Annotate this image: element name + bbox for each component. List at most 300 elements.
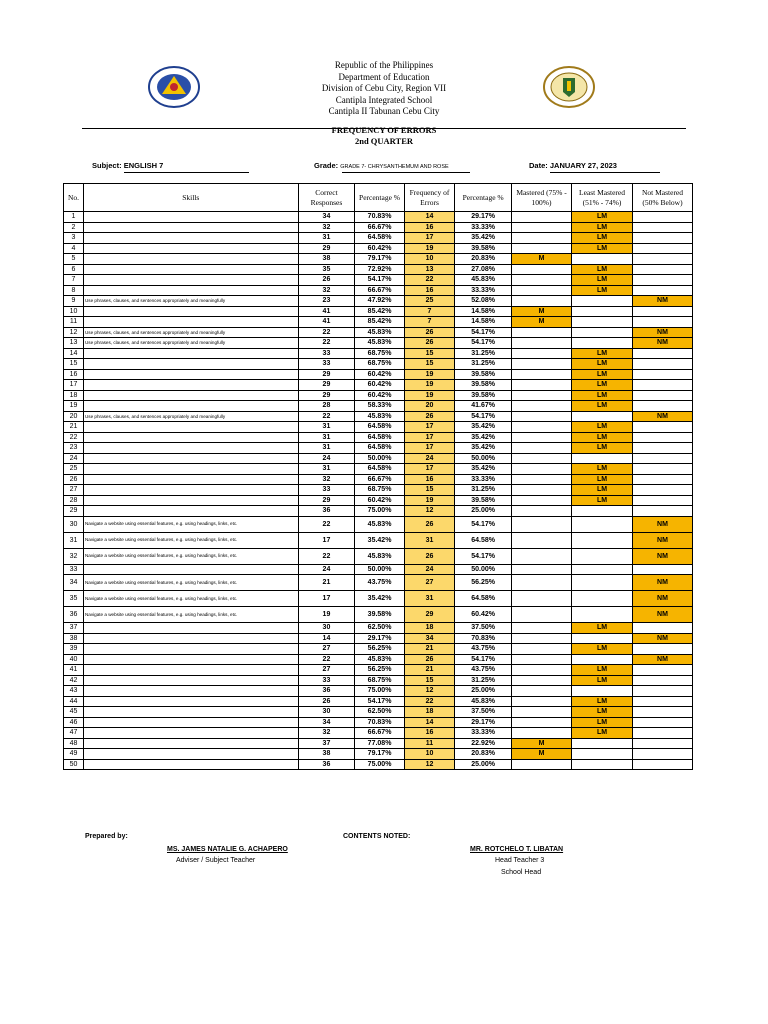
cell-error-percentage: 54.17% [455, 548, 512, 564]
table-body [64, 212, 693, 770]
cell-errors: 7 [404, 306, 454, 317]
cell-no: 19 [64, 401, 84, 412]
cell-skill: Navigate a website using essential features, e.g. using headings, links, etc. [83, 607, 298, 623]
cell-percentage: 60.42% [355, 380, 404, 391]
cell-least-mastered: LM [572, 285, 633, 296]
cell-correct: 38 [298, 749, 355, 760]
cell-error-percentage: 35.42% [455, 432, 512, 443]
col-header-correct: Correct Responses [298, 184, 355, 212]
table-row [64, 401, 693, 412]
grade-underline [342, 172, 470, 173]
cell-no: 41 [64, 665, 84, 676]
cell-error-percentage: 52.08% [455, 296, 512, 307]
cell-percentage: 56.25% [355, 665, 404, 676]
cell-no: 27 [64, 485, 84, 496]
cell-least-mastered: LM [572, 728, 633, 739]
cell-mastered [512, 338, 572, 349]
table-row [64, 607, 693, 623]
cell-correct: 26 [298, 275, 355, 286]
cell-mastered [512, 296, 572, 307]
cell-not-mastered: NM [633, 411, 693, 422]
cell-least-mastered [572, 575, 633, 591]
head-name: MR. ROTCHELO T. LIBATAN [470, 846, 564, 853]
cell-mastered [512, 464, 572, 475]
cell-errors: 13 [404, 264, 454, 275]
cell-no: 21 [64, 422, 84, 433]
cell-error-percentage: 31.25% [455, 675, 512, 686]
cell-mastered [512, 665, 572, 676]
cell-not-mastered [633, 306, 693, 317]
cell-skill: Navigate a website using essential features, e.g. using headings, links, etc. [83, 532, 298, 548]
cell-no: 33 [64, 564, 84, 575]
cell-least-mastered [572, 516, 633, 532]
cell-error-percentage: 29.17% [455, 212, 512, 223]
cell-errors: 7 [404, 317, 454, 328]
cell-mastered [512, 233, 572, 244]
cell-errors: 17 [404, 464, 454, 475]
cell-skill [83, 390, 298, 401]
cell-skill [83, 633, 298, 644]
preparer-name: MS. JAMES NATALIE G. ACHAPERO [167, 846, 288, 853]
cell-no: 14 [64, 348, 84, 359]
cell-errors: 15 [404, 675, 454, 686]
table-row [64, 717, 693, 728]
cell-error-percentage: 33.33% [455, 222, 512, 233]
cell-errors: 11 [404, 738, 454, 749]
cell-error-percentage: 20.83% [455, 254, 512, 265]
cell-correct: 19 [298, 607, 355, 623]
cell-not-mastered: NM [633, 548, 693, 564]
cell-error-percentage: 41.67% [455, 401, 512, 412]
cell-no: 48 [64, 738, 84, 749]
table-row [64, 464, 693, 475]
table-header-row [64, 184, 693, 212]
cell-least-mastered [572, 327, 633, 338]
table-row [64, 759, 693, 770]
cell-mastered [512, 717, 572, 728]
cell-no: 44 [64, 696, 84, 707]
cell-percentage: 47.92% [355, 296, 404, 307]
cell-no: 13 [64, 338, 84, 349]
table-row [64, 495, 693, 506]
table-row [64, 506, 693, 517]
cell-least-mastered [572, 607, 633, 623]
cell-least-mastered [572, 759, 633, 770]
cell-skill [83, 564, 298, 575]
table-row [64, 686, 693, 697]
cell-correct: 30 [298, 623, 355, 634]
date-label: Date: [529, 161, 548, 170]
cell-no: 36 [64, 607, 84, 623]
cell-least-mastered: LM [572, 233, 633, 244]
cell-not-mastered [633, 233, 693, 244]
cell-errors: 26 [404, 338, 454, 349]
cell-correct: 22 [298, 327, 355, 338]
cell-correct: 21 [298, 575, 355, 591]
cell-errors: 10 [404, 254, 454, 265]
table-row [64, 749, 693, 760]
cell-error-percentage: 39.58% [455, 390, 512, 401]
cell-error-percentage: 45.83% [455, 275, 512, 286]
cell-skill [83, 707, 298, 718]
cell-least-mastered: LM [572, 443, 633, 454]
head-role-1: Head Teacher 3 [495, 857, 545, 864]
cell-errors: 31 [404, 591, 454, 607]
subject-value: ENGLISH 7 [123, 161, 164, 170]
cell-correct: 14 [298, 633, 355, 644]
cell-error-percentage: 54.17% [455, 516, 512, 532]
cell-errors: 22 [404, 275, 454, 286]
cell-percentage: 50.00% [355, 453, 404, 464]
cell-least-mastered: LM [572, 422, 633, 433]
cell-no: 9 [64, 296, 84, 307]
cell-skill [83, 432, 298, 443]
cell-no: 17 [64, 380, 84, 391]
cell-not-mastered [633, 348, 693, 359]
cell-errors: 26 [404, 411, 454, 422]
school-header [0, 60, 768, 118]
cell-percentage: 54.17% [355, 696, 404, 707]
cell-mastered [512, 485, 572, 496]
cell-errors: 19 [404, 495, 454, 506]
cell-no: 12 [64, 327, 84, 338]
grade-field [314, 161, 449, 170]
cell-least-mastered [572, 306, 633, 317]
cell-no: 31 [64, 532, 84, 548]
cell-errors: 17 [404, 233, 454, 244]
table-row [64, 633, 693, 644]
cell-no: 47 [64, 728, 84, 739]
table-row [64, 654, 693, 665]
cell-error-percentage: 50.00% [455, 564, 512, 575]
cell-errors: 19 [404, 380, 454, 391]
cell-errors: 25 [404, 296, 454, 307]
table-row [64, 532, 693, 548]
col-header-least-mastered: Least Mastered (51% - 74%) [572, 184, 633, 212]
cell-skill: Use phrases, clauses, and sentences appropriately and meaningfully [83, 338, 298, 349]
cell-percentage: 68.75% [355, 485, 404, 496]
header-line-1: Republic of the Philippines [334, 60, 434, 70]
cell-errors: 24 [404, 453, 454, 464]
cell-percentage: 64.58% [355, 432, 404, 443]
table-row [64, 474, 693, 485]
cell-error-percentage: 54.17% [455, 338, 512, 349]
cell-errors: 15 [404, 485, 454, 496]
cell-no: 6 [64, 264, 84, 275]
table-row [64, 254, 693, 265]
cell-no: 2 [64, 222, 84, 233]
cell-mastered [512, 707, 572, 718]
cell-not-mastered [633, 422, 693, 433]
cell-skill [83, 738, 298, 749]
cell-percentage: 29.17% [355, 633, 404, 644]
cell-percentage: 75.00% [355, 506, 404, 517]
cell-mastered [512, 696, 572, 707]
cell-correct: 31 [298, 443, 355, 454]
cell-skill [83, 275, 298, 286]
cell-skill [83, 654, 298, 665]
cell-not-mastered [633, 254, 693, 265]
cell-no: 16 [64, 369, 84, 380]
cell-not-mastered [633, 686, 693, 697]
cell-no: 43 [64, 686, 84, 697]
cell-skill [83, 380, 298, 391]
cell-error-percentage: 45.83% [455, 696, 512, 707]
cell-mastered [512, 359, 572, 370]
cell-correct: 31 [298, 464, 355, 475]
cell-percentage: 68.75% [355, 675, 404, 686]
table-row [64, 564, 693, 575]
table-row [64, 317, 693, 328]
cell-mastered: M [512, 254, 572, 265]
cell-errors: 24 [404, 564, 454, 575]
report-title [0, 125, 768, 147]
cell-least-mastered [572, 506, 633, 517]
table-row [64, 233, 693, 244]
cell-not-mastered [633, 759, 693, 770]
cell-skill [83, 243, 298, 254]
cell-percentage: 60.42% [355, 390, 404, 401]
cell-not-mastered [633, 285, 693, 296]
cell-skill [83, 675, 298, 686]
cell-no: 45 [64, 707, 84, 718]
cell-mastered: M [512, 306, 572, 317]
cell-least-mastered [572, 564, 633, 575]
cell-skill [83, 495, 298, 506]
table-row [64, 264, 693, 275]
table-row [64, 575, 693, 591]
cell-mastered [512, 675, 572, 686]
cell-least-mastered: LM [572, 485, 633, 496]
cell-errors: 19 [404, 369, 454, 380]
cell-correct: 32 [298, 728, 355, 739]
subject-underline [124, 172, 249, 173]
cell-not-mastered: NM [633, 575, 693, 591]
cell-correct: 36 [298, 506, 355, 517]
cell-not-mastered [633, 453, 693, 464]
cell-not-mastered [633, 401, 693, 412]
cell-skill [83, 285, 298, 296]
cell-error-percentage: 35.42% [455, 443, 512, 454]
cell-errors: 17 [404, 422, 454, 433]
cell-no: 5 [64, 254, 84, 265]
cell-percentage: 70.83% [355, 717, 404, 728]
cell-correct: 22 [298, 654, 355, 665]
cell-least-mastered: LM [572, 675, 633, 686]
cell-least-mastered: LM [572, 432, 633, 443]
cell-skill: Use phrases, clauses, and sentences appropriately and meaningfully [83, 296, 298, 307]
table-row [64, 696, 693, 707]
cell-mastered [512, 275, 572, 286]
cell-least-mastered [572, 738, 633, 749]
cell-skill [83, 453, 298, 464]
cell-least-mastered [572, 317, 633, 328]
cell-no: 37 [64, 623, 84, 634]
cell-skill [83, 759, 298, 770]
cell-percentage: 68.75% [355, 359, 404, 370]
head-role-2: School Head [501, 869, 542, 876]
cell-no: 26 [64, 474, 84, 485]
table-row [64, 644, 693, 655]
cell-not-mastered [633, 738, 693, 749]
cell-errors: 17 [404, 443, 454, 454]
preparer-role: Adviser / Subject Teacher [176, 857, 256, 864]
table-row [64, 390, 693, 401]
cell-not-mastered [633, 707, 693, 718]
cell-percentage: 50.00% [355, 564, 404, 575]
table-row [64, 348, 693, 359]
date-value: JANUARY 27, 2023 [549, 161, 617, 170]
cell-correct: 32 [298, 474, 355, 485]
col-header-no: No. [64, 184, 84, 212]
cell-no: 24 [64, 453, 84, 464]
cell-error-percentage: 39.58% [455, 495, 512, 506]
cell-correct: 33 [298, 675, 355, 686]
cell-errors: 14 [404, 717, 454, 728]
cell-mastered [512, 474, 572, 485]
cell-percentage: 64.58% [355, 422, 404, 433]
cell-not-mastered: NM [633, 327, 693, 338]
cell-correct: 17 [298, 591, 355, 607]
subject-label: Subject: [92, 161, 122, 170]
cell-error-percentage: 25.00% [455, 686, 512, 697]
cell-percentage: 66.67% [355, 728, 404, 739]
cell-percentage: 70.83% [355, 212, 404, 223]
cell-not-mastered [633, 317, 693, 328]
cell-skill [83, 422, 298, 433]
cell-no: 11 [64, 317, 84, 328]
cell-correct: 31 [298, 233, 355, 244]
subject-field [92, 161, 163, 170]
cell-percentage: 60.42% [355, 495, 404, 506]
cell-no: 7 [64, 275, 84, 286]
col-header-error-percentage: Percentage % [455, 184, 512, 212]
cell-error-percentage: 27.08% [455, 264, 512, 275]
cell-not-mastered [633, 380, 693, 391]
cell-mastered [512, 728, 572, 739]
cell-not-mastered [633, 506, 693, 517]
col-header-not-mastered: Not Mastered (50% Below) [633, 184, 693, 212]
cell-error-percentage: 50.00% [455, 453, 512, 464]
cell-not-mastered [633, 644, 693, 655]
cell-mastered [512, 327, 572, 338]
cell-errors: 18 [404, 707, 454, 718]
cell-error-percentage: 35.42% [455, 233, 512, 244]
cell-correct: 32 [298, 285, 355, 296]
cell-not-mastered [633, 369, 693, 380]
cell-error-percentage: 35.42% [455, 422, 512, 433]
cell-skill: Navigate a website using essential features, e.g. using headings, links, etc. [83, 548, 298, 564]
cell-mastered [512, 264, 572, 275]
cell-not-mastered [633, 264, 693, 275]
cell-least-mastered [572, 254, 633, 265]
cell-correct: 24 [298, 564, 355, 575]
cell-least-mastered [572, 453, 633, 464]
cell-not-mastered [633, 359, 693, 370]
cell-error-percentage: 31.25% [455, 485, 512, 496]
cell-mastered [512, 516, 572, 532]
cell-correct: 17 [298, 532, 355, 548]
cell-errors: 17 [404, 432, 454, 443]
cell-error-percentage: 64.58% [455, 591, 512, 607]
table-row [64, 327, 693, 338]
cell-skill [83, 686, 298, 697]
cell-skill [83, 464, 298, 475]
cell-correct: 22 [298, 516, 355, 532]
cell-percentage: 64.58% [355, 233, 404, 244]
cell-no: 42 [64, 675, 84, 686]
cell-correct: 36 [298, 686, 355, 697]
cell-least-mastered: LM [572, 243, 633, 254]
cell-error-percentage: 29.17% [455, 717, 512, 728]
cell-least-mastered [572, 548, 633, 564]
report-title-line-1: FREQUENCY OF ERRORS [331, 125, 437, 135]
cell-correct: 23 [298, 296, 355, 307]
col-header-percentage: Percentage % [355, 184, 404, 212]
cell-error-percentage: 39.58% [455, 369, 512, 380]
cell-least-mastered [572, 296, 633, 307]
cell-errors: 26 [404, 548, 454, 564]
table-row [64, 275, 693, 286]
cell-error-percentage: 39.58% [455, 380, 512, 391]
cell-percentage: 72.92% [355, 264, 404, 275]
cell-skill [83, 485, 298, 496]
cell-percentage: 45.83% [355, 516, 404, 532]
cell-correct: 30 [298, 707, 355, 718]
table-row [64, 623, 693, 634]
cell-correct: 22 [298, 338, 355, 349]
table-row [64, 443, 693, 454]
cell-mastered [512, 623, 572, 634]
cell-correct: 35 [298, 264, 355, 275]
cell-no: 1 [64, 212, 84, 223]
table-row [64, 212, 693, 223]
contents-noted-label: CONTENTS NOTED: [343, 833, 411, 840]
cell-not-mastered [633, 464, 693, 475]
cell-no: 32 [64, 548, 84, 564]
cell-mastered [512, 380, 572, 391]
cell-not-mastered [633, 275, 693, 286]
header-line-3: Division of Cebu City, Region VII [321, 83, 447, 93]
cell-skill [83, 728, 298, 739]
cell-percentage: 85.42% [355, 306, 404, 317]
cell-correct: 36 [298, 759, 355, 770]
cell-percentage: 60.42% [355, 369, 404, 380]
report-title-line-2: 2nd QUARTER [354, 136, 414, 146]
cell-not-mastered: NM [633, 607, 693, 623]
cell-skill [83, 233, 298, 244]
cell-error-percentage: 22.92% [455, 738, 512, 749]
cell-mastered [512, 453, 572, 464]
cell-skill: Use phrases, clauses, and sentences appropriately and meaningfully [83, 411, 298, 422]
cell-not-mastered [633, 717, 693, 728]
cell-correct: 26 [298, 696, 355, 707]
cell-percentage: 35.42% [355, 532, 404, 548]
cell-skill: Use phrases, clauses, and sentences appropriately and meaningfully [83, 327, 298, 338]
cell-no: 20 [64, 411, 84, 422]
cell-errors: 16 [404, 222, 454, 233]
cell-mastered [512, 654, 572, 665]
cell-error-percentage: 54.17% [455, 654, 512, 665]
cell-errors: 22 [404, 696, 454, 707]
table-row [64, 548, 693, 564]
cell-error-percentage: 56.25% [455, 575, 512, 591]
cell-correct: 41 [298, 317, 355, 328]
prepared-by-label: Prepared by: [85, 833, 128, 840]
cell-errors: 21 [404, 644, 454, 655]
table-row [64, 591, 693, 607]
table-row [64, 285, 693, 296]
